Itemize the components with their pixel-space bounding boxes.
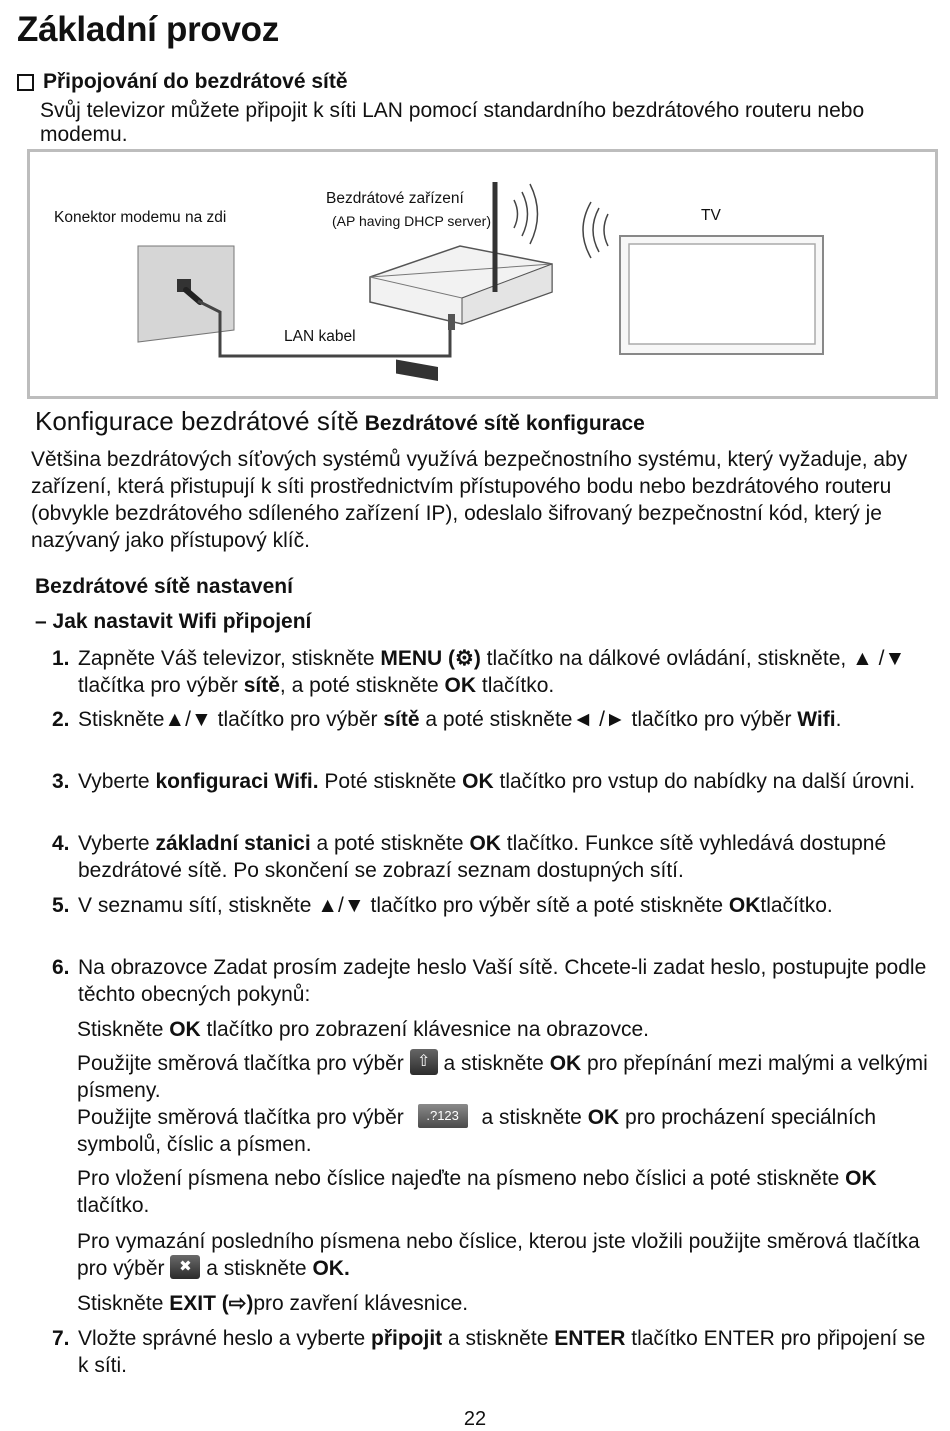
setup-heading: Bezdrátové sítě nastavení <box>35 575 293 598</box>
section-intro: Svůj televizor můžete připojit k síti LAN pomocí standardního bezdrátového routeru nebo modemu. <box>40 99 865 146</box>
router-icon <box>370 182 552 381</box>
substep-shift: Použijte směrová tlačítka pro výběr ⇧ a stiskněte OK pro přepínání mezi malými a velkými písmeny. <box>77 1050 937 1104</box>
step-number: 7. <box>52 1327 70 1350</box>
substep-delete: Pro vymazání posledního písmena nebo číslice, kterou jste vložili použijte směrová tlačítka pro výběr ✖ a stiskněte OK. <box>77 1230 920 1280</box>
substep-symbols: Použijte směrová tlačítka pro výběr .?123 a stiskněte OK pro procházení speciálních symbolů, číslic a písmen. <box>77 1106 877 1156</box>
checkbox-bullet-icon <box>17 74 34 91</box>
step-number: 5. <box>52 894 70 917</box>
wall-connector-label: Konektor modemu na zdi <box>54 209 227 226</box>
page-number: 22 <box>463 1408 487 1430</box>
step-number: 6. <box>52 956 70 979</box>
setup-subheading: – Jak nastavit Wifi připojení <box>35 610 312 633</box>
substep-exit: Stiskněte EXIT (⇨)pro zavření klávesnice. <box>77 1292 469 1315</box>
symbols-key-icon: .?123 <box>418 1104 468 1128</box>
step-4: 4. Vyberte základní stanici a poté stiskněte OK tlačítko. Funkce sítě vyhledává dostupné bezdrátové sítě. Po skončení se zobrazí seznam dostupných sítí. <box>52 832 887 882</box>
tv-label: TV <box>701 207 721 224</box>
diagram-illustration <box>30 152 935 396</box>
wireless-device-label: Bezdrátové zařízení <box>326 190 464 207</box>
shift-key-icon: ⇧ <box>410 1049 438 1075</box>
substep-show-keyboard: Stiskněte OK tlačítko pro zobrazení klávesnice na obrazovce. <box>77 1018 649 1041</box>
lan-cable-label: LAN kabel <box>284 328 356 345</box>
step-number: 1. <box>52 647 70 670</box>
config-title-large: Konfigurace bezdrátové sítě <box>35 406 359 436</box>
step-7: 7. Vložte správné heslo a vyberte připojit a stiskněte ENTER tlačítko ENTER pro připojení se k síti. <box>52 1327 926 1377</box>
step-number: 2. <box>52 708 70 731</box>
substep-enter-char: Pro vložení písmena nebo číslice najeďte na písmeno nebo číslici a poté stiskněte OK tlačítko. <box>77 1167 877 1217</box>
page-title: Základní provoz <box>17 10 279 49</box>
config-paragraph: Většina bezdrátových síťových systémů využívá bezpečnostního systému, který vyžaduje, aby zařízení, která přistupují k síti prostřednictvím přístupového bodu nebo bezdrátového routeru (obvykle bezdrátového sdíleného zařízení IP), odeslalo šifrovaný bezpečnostní kód, který je nazývaný jako přístupový klíč. <box>31 448 908 552</box>
step-number: 4. <box>52 832 70 855</box>
config-heading <box>35 406 645 437</box>
gear-icon: ⚙ <box>455 647 474 670</box>
step-number: 3. <box>52 770 70 793</box>
tv-icon <box>583 202 823 354</box>
wireless-device-sublabel: (AP having DHCP server) <box>332 213 491 229</box>
backspace-key-icon: ✖ <box>170 1255 200 1279</box>
step-2: 2. Stiskněte▲/▼ tlačítko pro výběr sítě a poté stiskněte◄ /► tlačítko pro výběr Wifi. <box>52 708 842 731</box>
step-5: 5. V seznamu sítí, stiskněte ▲/▼ tlačítko pro výběr sítě a poté stiskněte OKtlačítko. <box>52 894 833 917</box>
step-6: 6. Na obrazovce Zadat prosím zadejte heslo Vaší sítě. Chcete-li zadat heslo, postupujte podle těchto obecných pokynů: <box>52 956 927 1006</box>
exit-icon: ⇨ <box>228 1292 247 1315</box>
connection-diagram <box>27 149 938 399</box>
section-title-text: Připojování do bezdrátové sítě <box>43 70 348 93</box>
section-title <box>17 70 348 94</box>
step-1: 1. Zapněte Váš televizor, stiskněte MENU (⚙) tlačítko na dálkové ovládání, stiskněte, ▲ /▼ tlačítka pro výběr sítě, a poté stiskněte OK tlačítko. <box>52 647 906 697</box>
config-title-small: Bezdrátové sítě konfigurace <box>364 412 645 435</box>
step-3: 3. Vyberte konfiguraci Wifi. Poté stiskněte OK tlačítko pro vstup do nabídky na další úrovni. <box>52 770 916 793</box>
